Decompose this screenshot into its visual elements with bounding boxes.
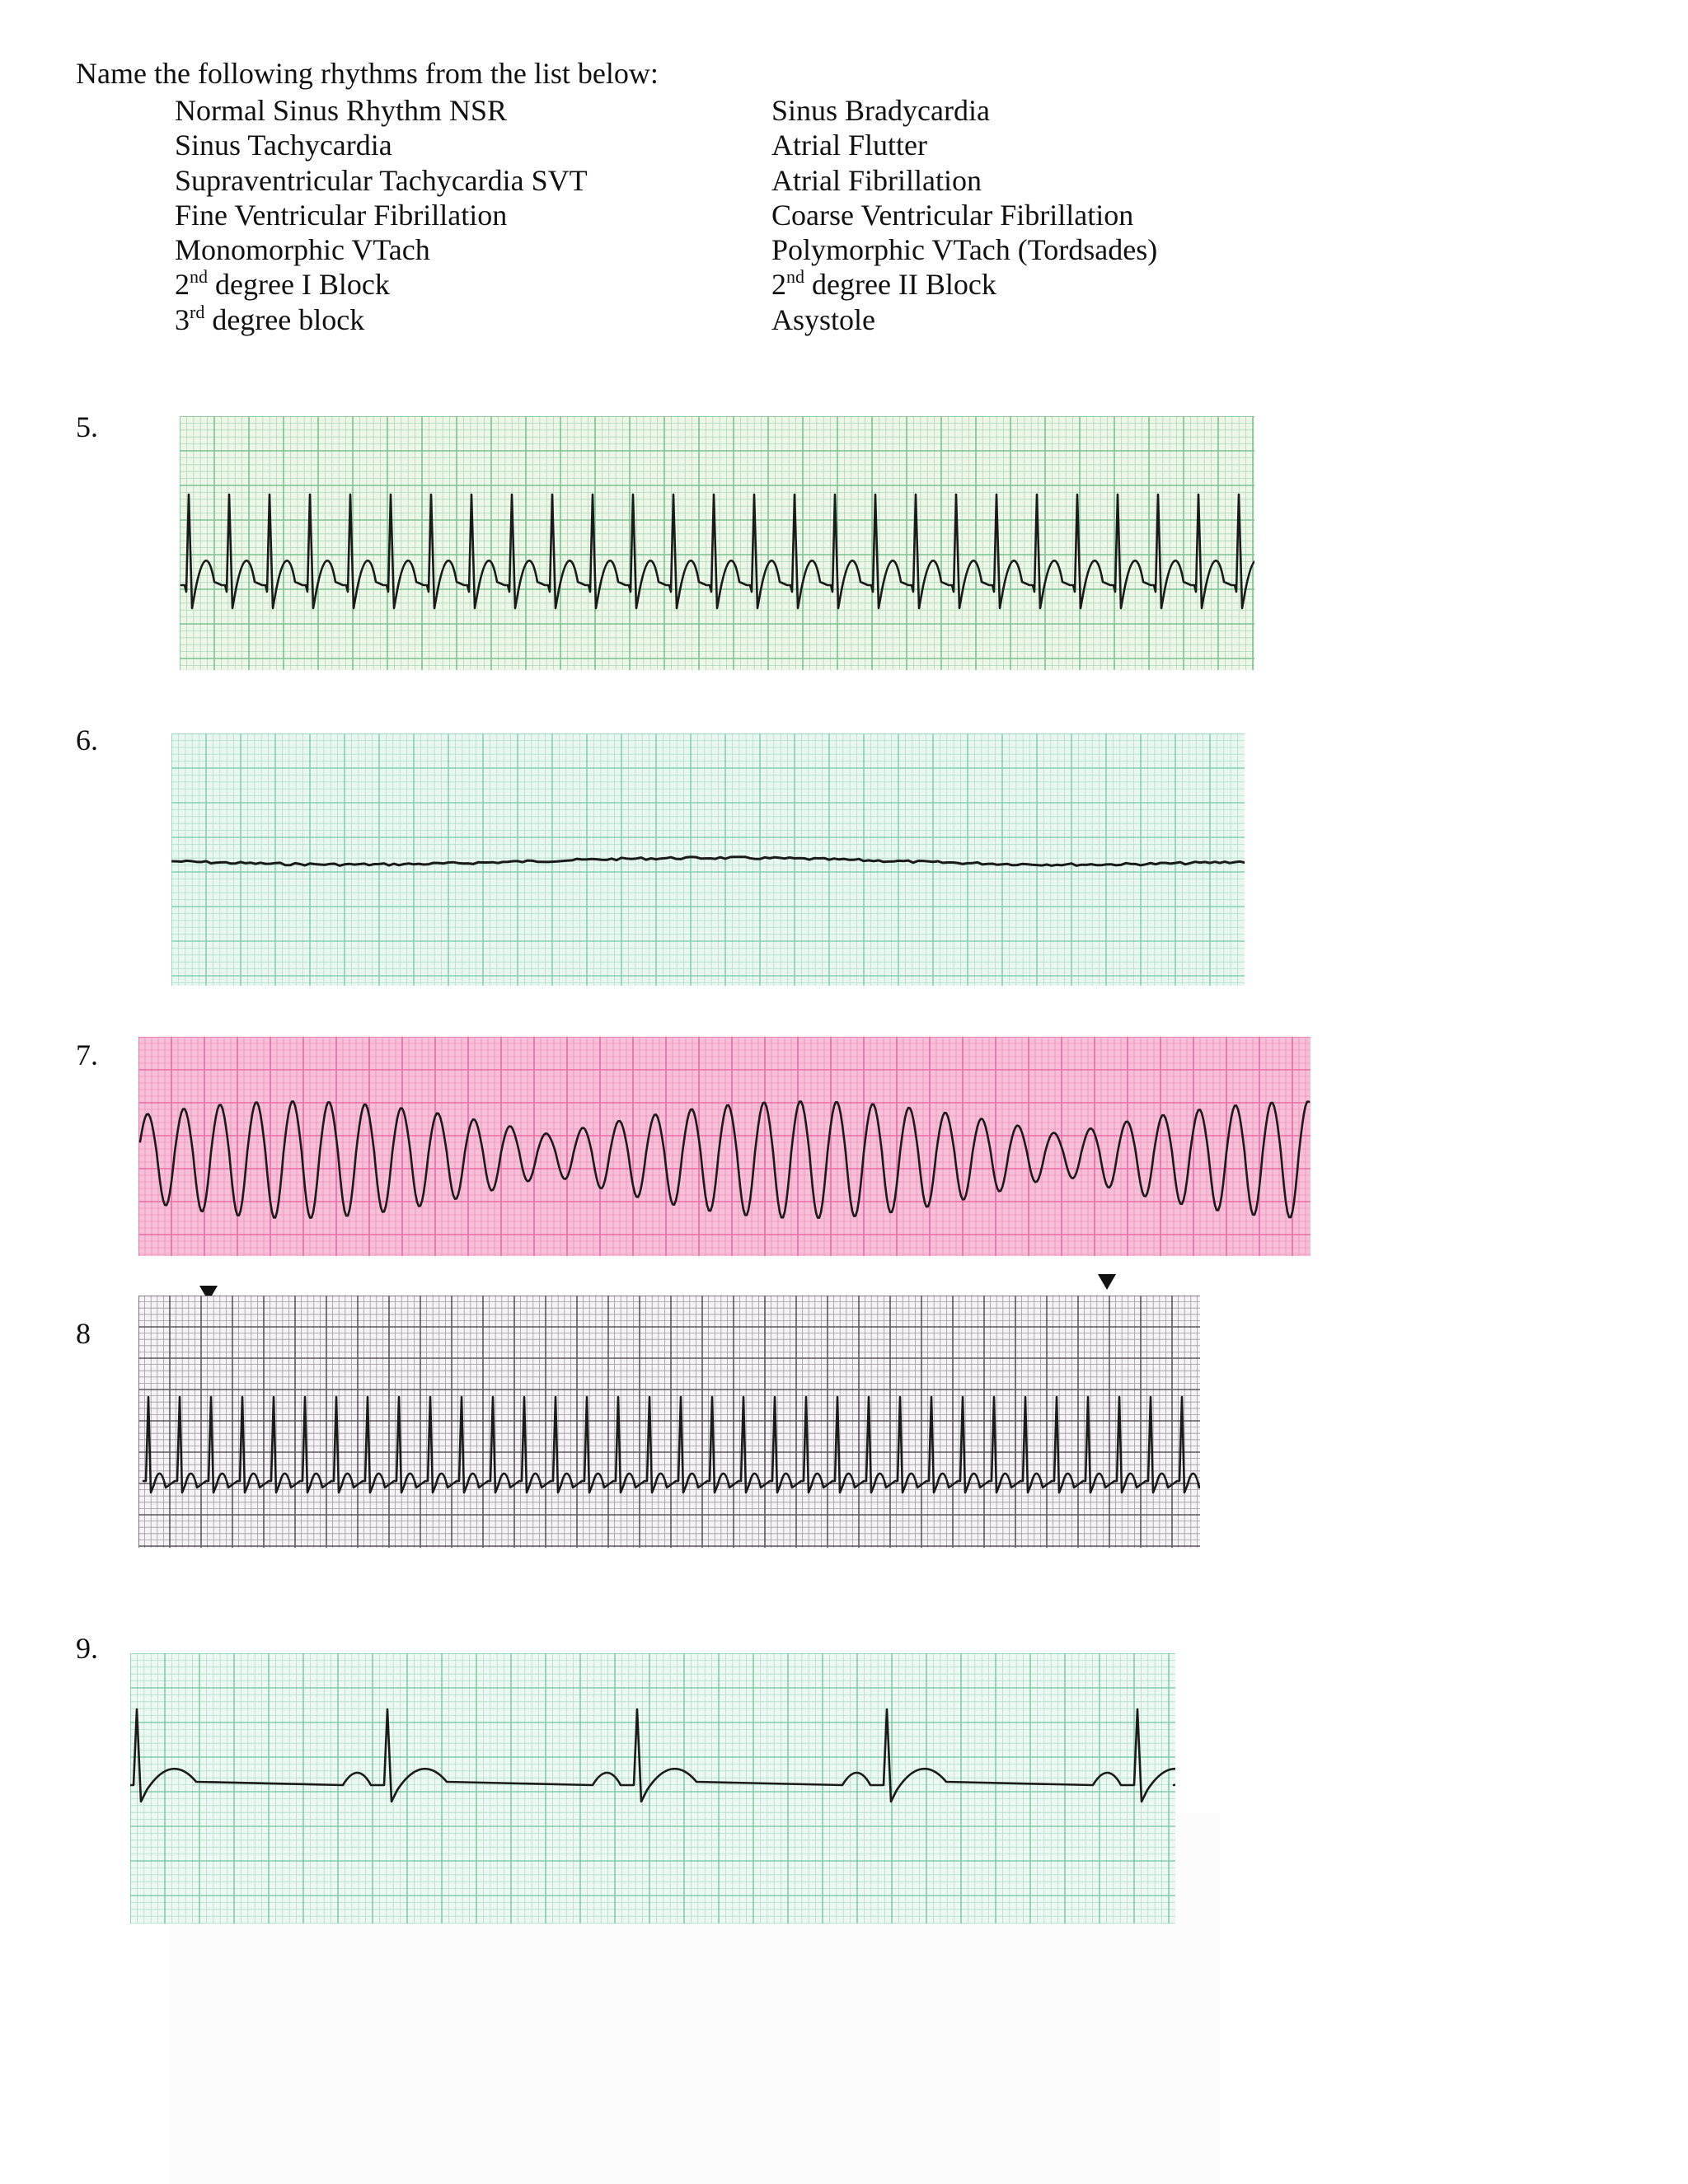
ordinal-suffix: rd: [190, 301, 205, 322]
ecg-strip-5: [180, 416, 1254, 670]
marker-arrow-icon: [1098, 1274, 1116, 1290]
option-text: degree I Block: [208, 268, 390, 302]
ecg-strip-9: [130, 1653, 1175, 1924]
ecg-strip-7: [138, 1037, 1311, 1256]
option-number: 2: [175, 268, 190, 302]
rhythm-option: Coarse Ventricular Fibrillation: [771, 198, 1134, 232]
rhythm-option: Normal Sinus Rhythm NSR: [175, 94, 508, 127]
question-number-5: 5.: [76, 410, 98, 443]
rhythm-option: Supraventricular Tachycardia SVT: [175, 163, 588, 197]
rhythm-list-left: [175, 93, 588, 337]
rhythm-option: Polymorphic VTach (Tordsades): [771, 233, 1158, 267]
question-number-6: 6.: [76, 724, 98, 757]
ecg-strip-8: [138, 1296, 1200, 1548]
rhythm-option: Atrial Flutter: [771, 129, 927, 162]
ecg-paper: [130, 1653, 1175, 1924]
ordinal-suffix: nd: [786, 266, 804, 288]
rhythm-option: Monomorphic VTach: [175, 233, 430, 267]
option-text: degree II Block: [804, 268, 996, 302]
rhythm-option: Sinus Tachycardia: [175, 129, 392, 162]
question-number-7: 7.: [76, 1038, 98, 1071]
rhythm-option: Fine Ventricular Fibrillation: [175, 198, 508, 232]
question-number-8: 8: [76, 1317, 91, 1350]
rhythm-option: Asystole: [771, 302, 875, 336]
rhythm-option: [175, 302, 588, 337]
rhythm-option: Atrial Fibrillation: [771, 163, 982, 197]
instructions-heading: Name the following rhythms from the list below:: [76, 57, 659, 90]
option-number: 3: [175, 302, 190, 336]
rhythm-list-right: [771, 93, 1157, 337]
ordinal-suffix: nd: [190, 266, 208, 288]
question-number-9: 9.: [76, 1632, 98, 1665]
ecg-strip-6: [171, 733, 1245, 986]
rhythm-option: [771, 267, 1157, 302]
option-text: degree block: [204, 302, 365, 336]
rhythm-option: Sinus Bradycardia: [771, 94, 990, 127]
option-number: 2: [771, 268, 786, 302]
rhythm-option: [175, 267, 588, 302]
